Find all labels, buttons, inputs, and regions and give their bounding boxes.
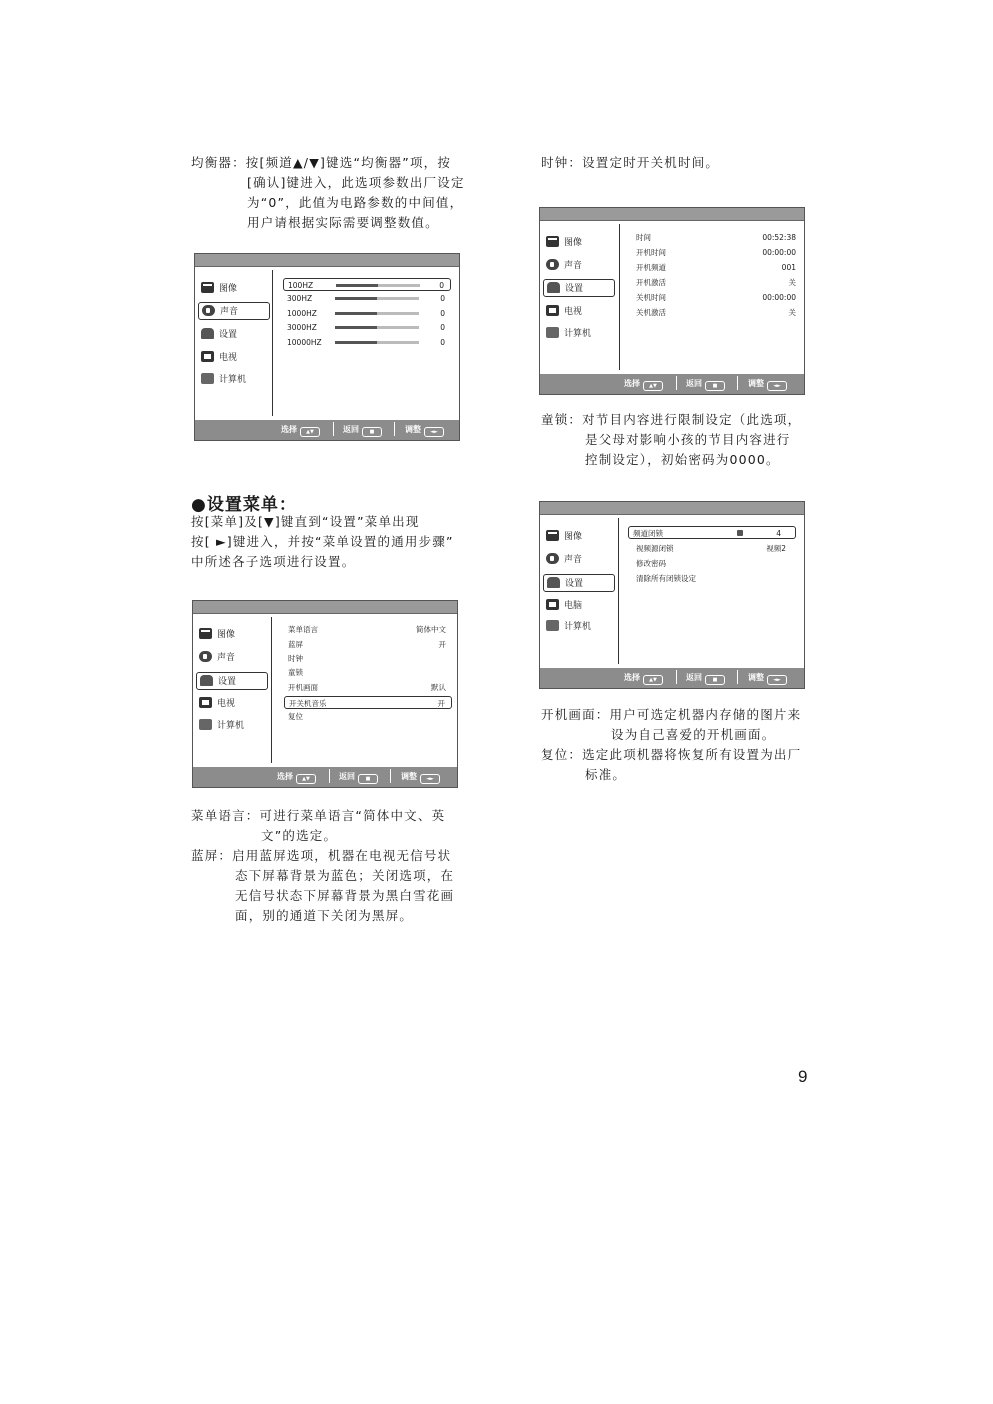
clock-row-time[interactable]: 时间 00:52:38 [636,233,796,242]
tv-icon [199,697,212,708]
computer-icon [546,620,559,631]
hint-adjust: 调整 ◄► [748,672,787,685]
menu-item-tv[interactable]: 电视 [199,695,265,713]
select-key-icon: ▲▼ [643,675,663,685]
eq-row-10000hz[interactable]: 10000HZ 0 [287,338,445,347]
equalizer-description: 均衡器：按[频道▲/▼]键选“均衡器”项，按 [确认]键进入，此选项参数出厂设定 为“0”，此值为电路参数的中间值， 用户请根据实际需要调整数值。 [191,155,465,230]
computer-icon [546,327,559,338]
hint-adjust: 调整 ◄► [748,378,787,391]
osd-divider [619,224,620,370]
select-key-icon: ▲▼ [300,427,320,437]
settings-row-power-music[interactable]: 开关机音乐 开 [284,696,452,709]
menu-item-pc[interactable]: 电脑 [546,597,612,615]
eq-row-3000hz[interactable]: 3000HZ 0 [287,323,445,332]
osd-title-bar [195,254,459,267]
picture-icon [201,282,214,293]
osd-hint-bar [195,420,459,440]
back-key-icon: ■ [362,427,382,437]
hint-back: 返回 ■ [339,771,378,784]
osd-title-bar [193,601,457,614]
lock-row-channel-lock[interactable]: 频道闭锁 4 [628,526,796,539]
menu-item-computer[interactable]: 计算机 [546,325,612,343]
menu-item-computer[interactable]: 计算机 [546,618,612,636]
select-key-icon: ▲▼ [643,381,663,391]
clock-row-power-on-activate[interactable]: 开机激活 关 [636,278,796,287]
menu-item-settings[interactable]: 设置 [196,672,268,690]
menu-item-sound[interactable]: 声音 [198,302,270,320]
clock-row-power-on-time[interactable]: 开机时间 00:00:00 [636,248,796,257]
picture-icon [546,236,559,247]
eq-row-100hz[interactable]: 100HZ 0 [283,278,451,291]
computer-icon [201,373,214,384]
settings-menu-heading: ●设置菜单： [191,495,297,515]
hint-select: 选择 ▲▼ [281,424,320,437]
settings-icon [200,675,213,686]
picture-icon [546,530,559,541]
hint-select: 选择 ▲▼ [624,672,663,685]
page-number: 9 [798,1067,808,1086]
tv-icon [201,351,214,362]
menu-language-description: 菜单语言：可进行菜单语言“简体中文、英 文”的选定。 蓝屏：启用蓝屏选项，机器在电视无信号状 态下屏幕背景为蓝色；关闭选项，在 无信号状态下屏幕背景为黑白雪花画 面，别的通道下关闭为黑屏。 [191,808,455,923]
settings-row-menu-language[interactable]: 菜单语言 简体中文 [288,625,446,634]
eq-slider[interactable] [335,326,419,329]
eq-slider[interactable] [335,312,419,315]
hint-back: 返回 ■ [686,672,725,685]
lock-row-clear-all-locks[interactable]: 清除所有闭锁设定 [636,574,696,583]
menu-item-tv[interactable]: 电视 [546,303,612,321]
menu-item-picture[interactable]: 图像 [546,528,612,546]
hint-select: 选择 ▲▼ [624,378,663,391]
computer-icon [199,719,212,730]
osd-hint-bar [540,668,804,688]
clock-description: 时钟：设置定时开关机时间。 [541,155,720,170]
osd-clock-screen [539,207,805,395]
clock-row-power-on-channel[interactable]: 开机频道 001 [636,263,796,272]
osd-title-bar [540,208,804,221]
settings-intro: 按[菜单]及[▼]键直到“设置”菜单出现 按[ ►]键进入，并按“菜单设置的通用步骤” 中所述各子选项进行设置。 [191,514,454,569]
hint-back: 返回 ■ [343,424,382,437]
sound-icon [546,259,559,270]
menu-item-tv[interactable]: 电视 [201,349,267,367]
menu-item-sound[interactable]: 声音 [199,649,265,667]
osd-equalizer-screen [194,253,460,441]
boot-screen-description: 开机画面：用户可选定机器内存储的图片来 设为自己喜爱的开机画面。 复位：选定此项机器将恢复所有设置为出厂 标准。 [541,707,802,782]
eq-row-1000hz[interactable]: 1000HZ 0 [287,309,445,318]
menu-item-sound[interactable]: 声音 [546,551,612,569]
hint-adjust: 调整 ◄► [405,424,444,437]
hint-back: 返回 ■ [686,378,725,391]
menu-item-sound[interactable]: 声音 [546,257,612,275]
adjust-key-icon: ◄► [424,427,444,437]
settings-icon [547,282,560,293]
menu-item-picture[interactable]: 图像 [546,234,612,252]
osd-hint-bar [540,374,804,394]
sound-icon [546,553,559,564]
settings-row-child-lock[interactable]: 童锁 [288,668,303,677]
select-key-icon: ▲▼ [296,774,316,784]
menu-item-computer[interactable]: 计算机 [201,371,267,389]
eq-slider[interactable] [335,297,419,300]
settings-icon [201,328,214,339]
osd-title-bar [540,502,804,515]
settings-row-boot-screen[interactable]: 开机画面 默认 [288,683,446,692]
osd-settings-screen [192,600,458,788]
eq-row-300hz[interactable]: 300HZ 0 [287,294,445,303]
hint-adjust: 调整 ◄► [401,771,440,784]
settings-row-reset[interactable]: 复位 [288,712,303,721]
osd-child-lock-screen [539,501,805,689]
child-lock-description: 童锁：对节目内容进行限制设定（此选项， 是父母对影响小孩的节目内容进行 控制设定），初始密码为0000。 [541,412,802,467]
lock-icon [737,530,743,536]
menu-item-picture[interactable]: 图像 [201,280,267,298]
sound-icon [202,305,215,316]
menu-item-picture[interactable]: 图像 [199,626,265,644]
adjust-key-icon: ◄► [420,774,440,784]
clock-row-power-off-time[interactable]: 关机时间 00:00:00 [636,293,796,302]
osd-divider [272,270,273,416]
hint-select: 选择 ▲▼ [277,771,316,784]
clock-row-power-off-activate[interactable]: 关机激活 关 [636,308,796,317]
back-key-icon: ■ [705,381,725,391]
osd-divider [271,617,272,763]
settings-row-blue-screen[interactable]: 蓝屏 开 [288,640,446,649]
tv-icon [546,599,559,610]
menu-item-settings[interactable]: 设置 [543,279,615,297]
sound-icon [199,651,212,662]
eq-slider[interactable] [335,341,419,344]
picture-icon [199,628,212,639]
adjust-key-icon: ◄► [767,675,787,685]
menu-item-computer[interactable]: 计算机 [199,717,265,735]
osd-hint-bar [193,767,457,787]
settings-row-clock[interactable]: 时钟 [288,654,303,663]
back-key-icon: ■ [358,774,378,784]
osd-divider [618,518,619,664]
adjust-key-icon: ◄► [767,381,787,391]
tv-icon [546,305,559,316]
back-key-icon: ■ [705,675,725,685]
lock-row-change-password[interactable]: 修改密码 [636,559,666,568]
menu-item-settings[interactable]: 设置 [543,574,615,592]
eq-slider[interactable] [336,284,420,287]
menu-item-settings[interactable]: 设置 [201,326,267,344]
settings-icon [547,577,560,588]
lock-row-source-lock[interactable]: 视频源闭锁 视频2 [636,544,786,553]
